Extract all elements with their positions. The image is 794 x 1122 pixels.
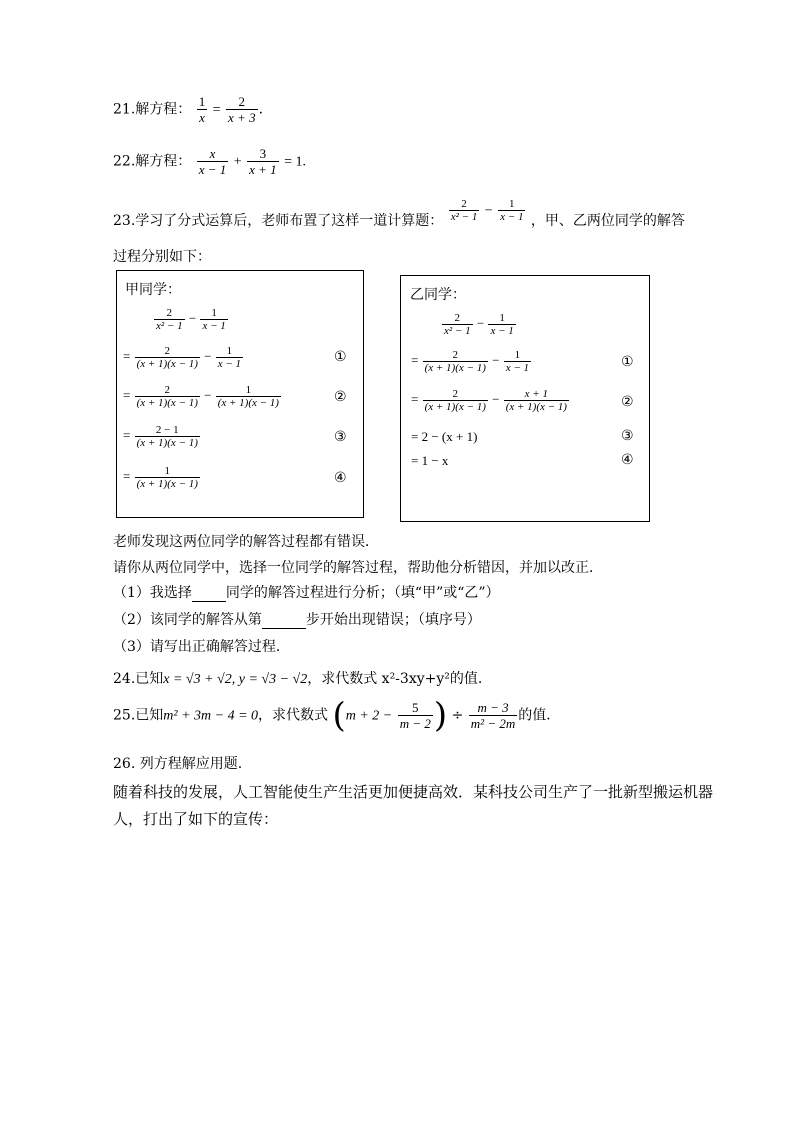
yi-title: 乙同学： [410,287,466,303]
q23-part3: （3）请写出正确解答过程． [113,639,290,655]
q25-f2-den: m² − 2m [470,716,516,731]
q23-part2-prefix: （2）该同学的解答从第 [113,612,262,628]
yi-step2: = $\frac{2}{(x + 1)(x - 1)}$ − $\frac{x + 1}{(x + 1)(x - 1)}$ [411,388,567,413]
q22-frac2 [247,146,279,177]
question-22 [113,146,306,177]
jia-s3-den: (x + 1)(x − 1) [136,437,198,449]
yi-s2b-num: x + 1 [524,388,548,400]
jia-s0a-num: 2 [166,307,173,319]
jia-s1a-den: (x + 1)(x − 1) [136,358,198,370]
q22-rhs: = 1. [284,154,306,170]
jia-step3: = $\frac{2 - 1}{(x + 1)(x - 1)}$ [123,424,198,449]
q24-expr: x = √3 + √2, y = √3 − √2 [163,672,308,687]
q21-rhs-num: 2 [238,94,246,109]
yi-s2a-num: 2 [452,388,458,400]
q22-f2-den: x + 1 [249,162,277,177]
jia-step1: = $\frac{2}{(x + 1)(x - 1)}$ − $\frac{1}{x - 1}$ [123,345,242,370]
q21-rhs-fraction [226,94,258,125]
jia-s3-num: 2 − 1 [155,424,179,436]
q23-part1-suffix: 同学的解答过程进行分析；（填“甲”或“乙”） [225,585,500,601]
q25-label: 25.已知 [113,707,164,724]
q25-inner: m + 2 − [345,708,393,724]
yi-s0b-num: 1 [499,312,505,324]
q23-part2-suffix: 步开始出现错误；（填序号） [305,612,481,628]
jia-marker-2: ② [334,389,347,405]
q25-f2-num: m − 3 [477,700,509,715]
q22-f1-num: x [209,146,216,161]
yi-s1b-den: x − 1 [505,362,530,374]
yi-s0a-den: x² − 1 [444,325,471,337]
q23-intro-tail: ，甲、乙两位同学的解答 [530,212,685,229]
q26-line2: 人，打出了如下的宣传： [113,810,279,828]
jia-s4-num: 1 [164,465,170,477]
question-23-intro [113,198,685,229]
q21-lhs-den: x [199,110,205,125]
q25-div: ÷ [451,707,464,724]
q23-expr-a [449,198,480,223]
jia-s0b-den: x − 1 [202,320,226,332]
jia-marker-4: ④ [334,470,347,486]
q26-line1: 随着科技的发展，人工智能使生产生活更加便捷高效．某科技公司生产了一批新型搬运机器 [113,783,714,801]
yi-marker-4: ④ [621,452,634,468]
yi-s2b-den: (x + 1)(x − 1) [505,401,567,413]
q21-end: . [258,101,264,118]
q21-label: 21.解方程： [113,101,192,118]
jia-solution-box [116,270,364,518]
yi-step4: = 1 − x [411,453,449,468]
q23-expr-b [498,198,525,223]
yi-step3: = 2 − (x + 1) [411,429,478,444]
q23-expr-b-den: x − 1 [500,211,524,223]
q21-lhs-num: 1 [198,94,206,109]
q22-f2-num: 3 [259,146,267,161]
yi-marker-2: ② [621,394,634,410]
q25-tail: 的值． [518,707,561,724]
jia-step2: = $\frac{2}{(x + 1)(x - 1)}$ − $\frac{1}{(x + 1)(x - 1)}$ [123,384,279,409]
yi-step0: $\frac{2}{\text{x² − 1}}$ − $\frac{1}{x - 1}$ [444,312,514,337]
q25-frac1 [398,700,433,731]
yi-s2a-den: (x + 1)(x − 1) [424,401,486,413]
q21-eq: = [212,102,221,118]
q21-lhs-fraction [197,94,208,125]
q25-mid: ，求代数式 [258,707,329,724]
q23-part1-prefix: （1）我选择 [113,585,192,601]
q25-frac2 [469,700,517,731]
jia-s1b-num: 1 [226,345,233,357]
q23-expr-b-num: 1 [509,198,515,210]
question-24 [113,668,482,688]
q25-cond: m² + 3m − 4 = 0 [163,708,259,724]
q23-part1-blank[interactable] [192,587,226,602]
jia-s2b-num: 1 [245,384,252,396]
q23-part1 [113,582,500,602]
q21-rhs-den: x + 3 [228,110,256,125]
yi-s0b-den: x − 1 [490,325,514,337]
q25-f1-den: m − 2 [399,716,431,731]
jia-s2a-den: (x + 1)(x − 1) [136,397,198,409]
yi-s1b-num: 1 [514,349,521,361]
q26-label: 26. 列方程解应用题. [113,756,243,772]
q23-minus: − [484,203,493,219]
q23-expr-a-den: x² − 1 [450,211,478,223]
q22-frac1 [197,146,229,177]
question-21 [113,94,263,125]
q23-part2 [113,609,481,629]
jia-step4: = $\frac{1}{(x + 1)(x - 1)}$ [123,465,198,490]
jia-s2b-den: (x + 1)(x − 1) [217,397,279,409]
jia-s1b-den: x − 1 [217,358,242,370]
q23-intro2: 过程分别如下： [113,249,211,265]
yi-marker-3: ③ [621,428,634,444]
jia-s0b-num: 1 [211,307,217,319]
q23-note1: 老师发现这两位同学的解答过程都有错误． [113,534,379,550]
question-25: 25.已知m² + 3m − 4 = 0，求代数式 (m + 2 − $\frac{5}{m - 2}$ ) ÷ $\frac{m - 3}{\text{m² − 2m}}$ 的值． [113,695,561,736]
q22-f1-den: x − 1 [198,162,227,177]
jia-s0a-den: x² − 1 [156,320,183,332]
jia-s1a-num: 2 [164,345,170,357]
jia-step0: $\frac{2}{\text{x² − 1}}$ − $\frac{1}{x - 1}$ [156,307,226,332]
q22-plus: + [233,154,242,170]
q24-tail: ，求代数式 x²-3xy+y²的值. [307,671,483,687]
yi-step1: = $\frac{2}{(x + 1)(x - 1)}$ − $\frac{1}{x - 1}$ [411,349,530,374]
q25-f1-num: 5 [412,700,419,715]
yi-solution-box [400,275,650,522]
jia-s2a-num: 2 [164,384,170,396]
yi-s1a-num: 2 [452,349,458,361]
jia-marker-3: ③ [334,429,347,445]
q23-part2-blank[interactable] [262,614,306,629]
jia-marker-1: ① [334,349,347,365]
q22-label: 22.解方程： [113,153,192,170]
q24-label: 24.已知 [113,671,164,687]
yi-s1a-den: (x + 1)(x − 1) [424,362,486,374]
q23-note2: 请你从两位同学中，选择一位同学的解答过程，帮助他分析错因，并加以改正． [113,560,603,576]
yi-s0a-num: 2 [454,312,461,324]
yi-marker-1: ① [621,354,634,370]
jia-s4-den: (x + 1)(x − 1) [136,478,198,490]
q23-expr-a-num: 2 [461,198,467,210]
q23-intro-text: 23.学习了分式运算后，老师布置了这样一道计算题： [113,212,444,229]
jia-title: 甲同学： [125,282,181,298]
